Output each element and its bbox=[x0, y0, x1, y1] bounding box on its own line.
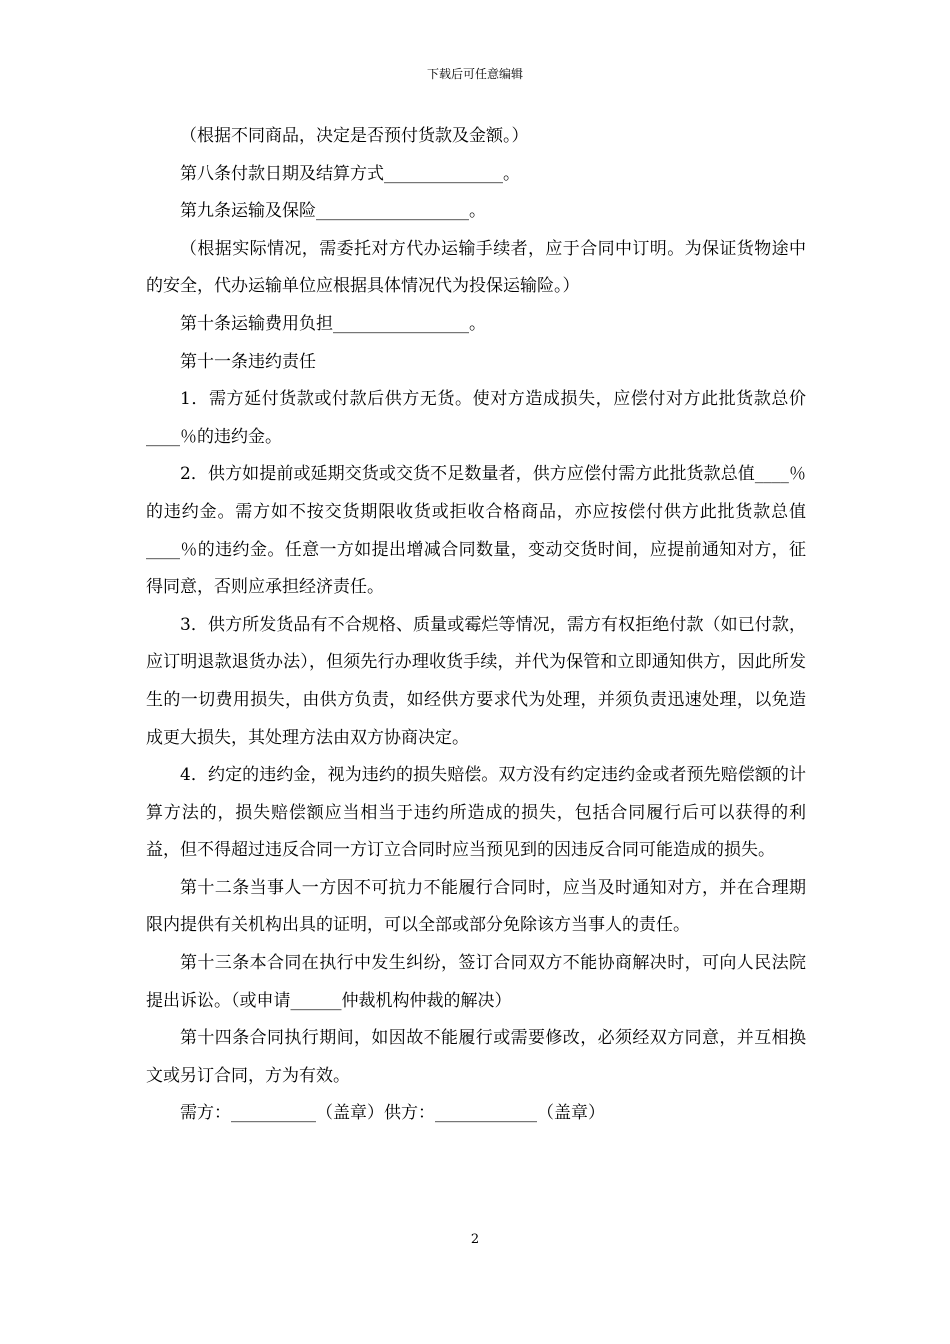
paragraph-clause-1: 1．需方延付货款或付款后供方无货。使对方造成损失，应偿付对方此批货款总价____％的违约金。 bbox=[146, 389, 806, 447]
paragraph-transport-note: （根据实际情况，需委托对方代办运输手续者，应于合同中订明。为保证货物途中的安全，代办运输单位应根据具体情况代为投保运输险。） bbox=[146, 238, 806, 297]
paragraph-article-12: 第十二条当事人一方因不可抗力不能履行合同时，应当及时通知对方，并在合理期限内提供有关机构出具的证明，可以全部或部分免除该方当事人的责任。 bbox=[146, 877, 806, 936]
page-number: 2 bbox=[470, 1232, 480, 1247]
paragraph-article-14: 第十四条合同执行期间，如因故不能履行或需要修改，必须经双方同意，并互相换文或另订合同，方为有效。 bbox=[146, 1028, 806, 1086]
paragraph-clause-4: 4．约定的违约金，视为违约的损失赔偿。双方没有约定违约金或者预先赔偿额的计算方法的，损失赔偿额应当相当于违约所造成的损失，包括合同履行后可以获得的利益，但不得超过违反合同一方订立合同时应当预见到的因违反合同可能造成的损失。 bbox=[146, 765, 806, 861]
document-body bbox=[146, 118, 806, 1133]
paragraph-article-8: 第八条付款日期及结算方式______________。 bbox=[180, 163, 520, 184]
paragraph-article-10: 第十条运输费用负担________________。 bbox=[180, 313, 486, 334]
page-header: 下载后可任意编辑 bbox=[426, 67, 523, 81]
paragraph-signatures: 需方：__________（盖章）供方：____________（盖章） bbox=[180, 1103, 605, 1124]
paragraph-clause-2: 2．供方如提前或延期交货或交货不足数量者，供方应偿付需方此批货款总值____％的违约金。需方如不按交货期限收货或拒收合格商品，亦应按偿付供方此批货款总值____％的违约金。任意一方如提出增减合同数量，变动交货时间，应提前通知对方，征得同意，否则应承担经济责任。 bbox=[146, 464, 806, 598]
paragraph-clause-3: 3．供方所发货品有不合规格、质量或霉烂等情况，需方有权拒绝付款（如已付款，应订明退款退货办法），但须先行办理收货手续，并代为保管和立即通知供方，因此所发生的一切费用损失，由供方负责，如经供方要求代为处理，并须负责迅速处理，以免造成更大损失，其处理方法由双方协商决定。 bbox=[146, 614, 806, 748]
paragraph-article-11-heading: 第十一条违约责任 bbox=[180, 351, 316, 372]
paragraph-prepayment-note: （根据不同商品，决定是否预付货款及金额。） bbox=[180, 126, 529, 146]
paragraph-article-13: 第十三条本合同在执行中发生纠纷，签订合同双方不能协商解决时，可向人民法院提出诉讼。（或申请______仲裁机构仲裁的解决） bbox=[146, 953, 806, 1011]
paragraph-article-9: 第九条运输及保险__________________。 bbox=[180, 201, 486, 222]
